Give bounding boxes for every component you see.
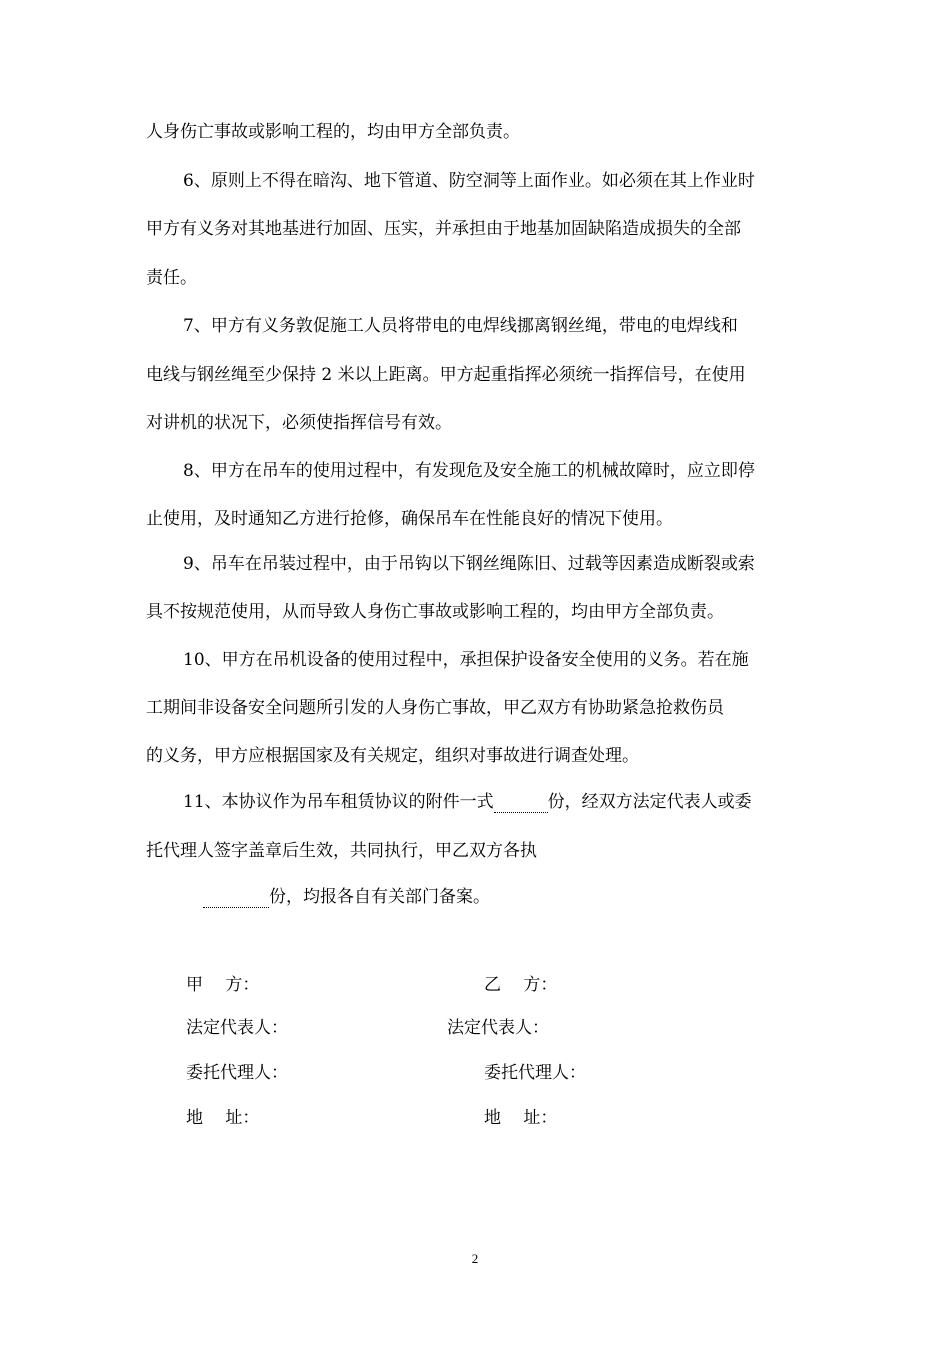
copies-blank <box>494 794 548 813</box>
paragraph-7-line-2: 电线与钢丝绳至少保持 2 米以上距离。甲方起重指挥必须统一指挥信号，在使用 <box>146 365 746 385</box>
page-number: 2 <box>471 1251 479 1266</box>
agent-b-label: 委托代理人： <box>484 1063 586 1083</box>
each-party-copies-blank <box>203 889 269 908</box>
paragraph-10-line-2: 工期间非设备安全问题所引发的人身伤亡事故，甲乙双方有协助紧急抢救伤员 <box>146 698 724 718</box>
paragraph-9-line-1: 9、吊车在吊装过程中，由于吊钩以下钢丝绳陈旧、过载等因素造成断裂或索 <box>183 554 755 574</box>
paragraph-9-line-2: 具不按规范使用，从而导致人身伤亡事故或影响工程的，均由甲方全部负责。 <box>146 602 724 622</box>
paragraph-11-line-2: 托代理人签字盖章后生效，共同执行，甲乙双方各执 <box>146 841 537 861</box>
paragraph-8-line-2: 止使用，及时通知乙方进行抢修，确保吊车在性能良好的情况下使用。 <box>146 509 673 529</box>
legal-rep-a-label: 法定代表人： <box>186 1018 288 1038</box>
party-b-label: 乙 方： <box>484 975 558 995</box>
paragraph-10-line-1: 10、甲方在吊机设备的使用过程中，承担保护设备安全使用的义务。若在施 <box>183 650 749 670</box>
address-a-label: 地 址： <box>186 1108 260 1128</box>
paragraph-11-line-3 <box>203 886 490 908</box>
party-a-label: 甲 方： <box>186 975 260 995</box>
paragraph-7-line-3: 对讲机的状况下，必须使指挥信号有效。 <box>146 413 452 433</box>
paragraph-5-line-1: 人身伤亡事故或影响工程的，均由甲方全部负责。 <box>146 122 520 142</box>
agent-a-label: 委托代理人： <box>186 1063 288 1083</box>
paragraph-11-line-3-text: 份，均报各自有关部门备案。 <box>269 887 490 907</box>
paragraph-6-line-1: 6、原则上不得在暗沟、地下管道、防空洞等上面作业。如必须在其上作业时 <box>183 171 755 191</box>
paragraph-6-line-3: 责任。 <box>146 268 197 288</box>
paragraph-10-line-3: 的义务，甲方应根据国家及有关规定，组织对事故进行调查处理。 <box>146 746 639 766</box>
address-b-label: 地 址： <box>484 1108 558 1128</box>
paragraph-7-line-1: 7、甲方有义务敦促施工人员将带电的电焊线挪离钢丝绳，带电的电焊线和 <box>183 316 738 336</box>
paragraph-8-line-1: 8、甲方在吊车的使用过程中，有发现危及安全施工的机械故障时，应立即停 <box>183 461 755 481</box>
paragraph-6-line-2: 甲方有义务对其地基进行加固、压实，并承担由于地基加固缺陷造成损失的全部 <box>146 219 741 239</box>
paragraph-11-text-before-blank: 11、本协议作为吊车租赁协议的附件一式 <box>183 792 494 812</box>
legal-rep-b-label: 法定代表人： <box>447 1018 549 1038</box>
paragraph-11-text-after-blank: 份，经双方法定代表人或委 <box>547 792 752 812</box>
paragraph-11-line-1 <box>183 791 752 813</box>
